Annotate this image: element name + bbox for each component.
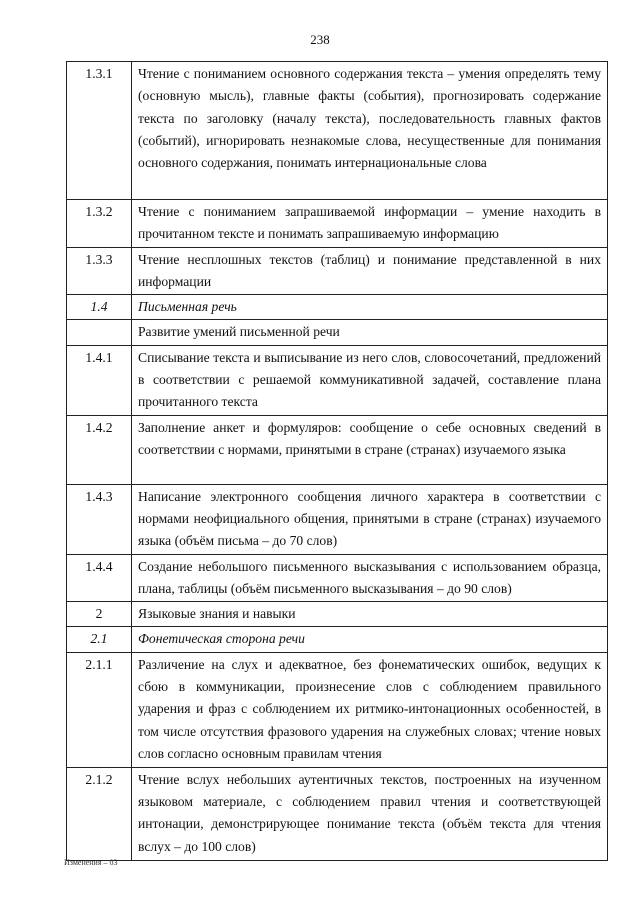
table-row <box>67 345 608 415</box>
row-number: 1.4.1 <box>67 345 132 415</box>
row-number: 1.4 <box>67 295 132 320</box>
row-number: 2.1.1 <box>67 652 132 767</box>
row-text: Развитие умений письменной речи <box>132 320 608 345</box>
table-row <box>67 484 608 554</box>
table-row <box>67 652 608 767</box>
table-row <box>67 602 608 627</box>
row-number <box>67 320 132 345</box>
revision-footer: Изменения – 03 <box>64 858 118 867</box>
table-row <box>67 767 608 860</box>
row-number: 1.3.1 <box>67 62 132 200</box>
row-text: Чтение вслух небольших аутентичных текстов, построенных на изученном языковом материале, с соблюдением правил чтения и соответствующей интонации, демонстрирующее понимание текста (объём текста для чтения вслух – до 100 слов) <box>132 767 608 860</box>
row-text: Чтение несплошных текстов (таблиц) и понимание представленной в них информации <box>132 247 608 295</box>
row-text: Чтение с пониманием основного содержания текста – умения определять тему (основную мысль), главные факты (события), прогнозировать содержание текста по заголовку (началу текста), последовательность главных фактов (событий), игнорировать незнакомые слова, несущественные для понимания основного содержания, понимать интернациональные слова <box>132 62 608 200</box>
row-number: 2.1 <box>67 627 132 652</box>
table-row <box>67 320 608 345</box>
row-number: 2.1.2 <box>67 767 132 860</box>
section-heading-row <box>67 627 608 652</box>
table-row <box>67 554 608 602</box>
row-text: Различение на слух и адекватное, без фонематических ошибок, ведущих к сбою в коммуникации, произнесение слов с соблюдением правильного ударения и фраз с соблюдением их ритмико-интонационных особенностей, в том числе отсутствия фразового ударения на служебных словах; чтение новых слов согласно основным правилам чтения <box>132 652 608 767</box>
row-text: Создание небольшого письменного высказывания с использованием образца, плана, таблицы (объём письменного высказывания – до 90 слов) <box>132 554 608 602</box>
table-row <box>67 415 608 484</box>
row-text: Заполнение анкет и формуляров: сообщение о себе основных сведений в соответствии с нормами, принятыми в стране (странах) изучаемого языка <box>132 415 608 484</box>
content-table <box>66 61 608 861</box>
table-row <box>67 62 608 200</box>
row-text: Чтение с пониманием запрашиваемой информации – умение находить в прочитанном тексте и понимать запрашиваемую информацию <box>132 200 608 248</box>
section-title: Фонетическая сторона речи <box>132 627 608 652</box>
row-text: Написание электронного сообщения личного характера в соответствии с нормами неофициального общения, принятыми в стране (странах) изучаемого языка (объём письма – до 70 слов) <box>132 484 608 554</box>
row-number: 1.4.4 <box>67 554 132 602</box>
section-heading-row <box>67 295 608 320</box>
row-number: 1.4.3 <box>67 484 132 554</box>
page-number: 238 <box>310 32 330 47</box>
section-title: Письменная речь <box>132 295 608 320</box>
row-number: 1.3.3 <box>67 247 132 295</box>
row-number: 1.4.2 <box>67 415 132 484</box>
table-row <box>67 247 608 295</box>
table-row <box>67 200 608 248</box>
row-text: Языковые знания и навыки <box>132 602 608 627</box>
row-number: 2 <box>67 602 132 627</box>
row-number: 1.3.2 <box>67 200 132 248</box>
row-text: Списывание текста и выписывание из него слов, словосочетаний, предложений в соответствии с решаемой коммуникативной задачей, составление плана прочитанного текста <box>132 345 608 415</box>
